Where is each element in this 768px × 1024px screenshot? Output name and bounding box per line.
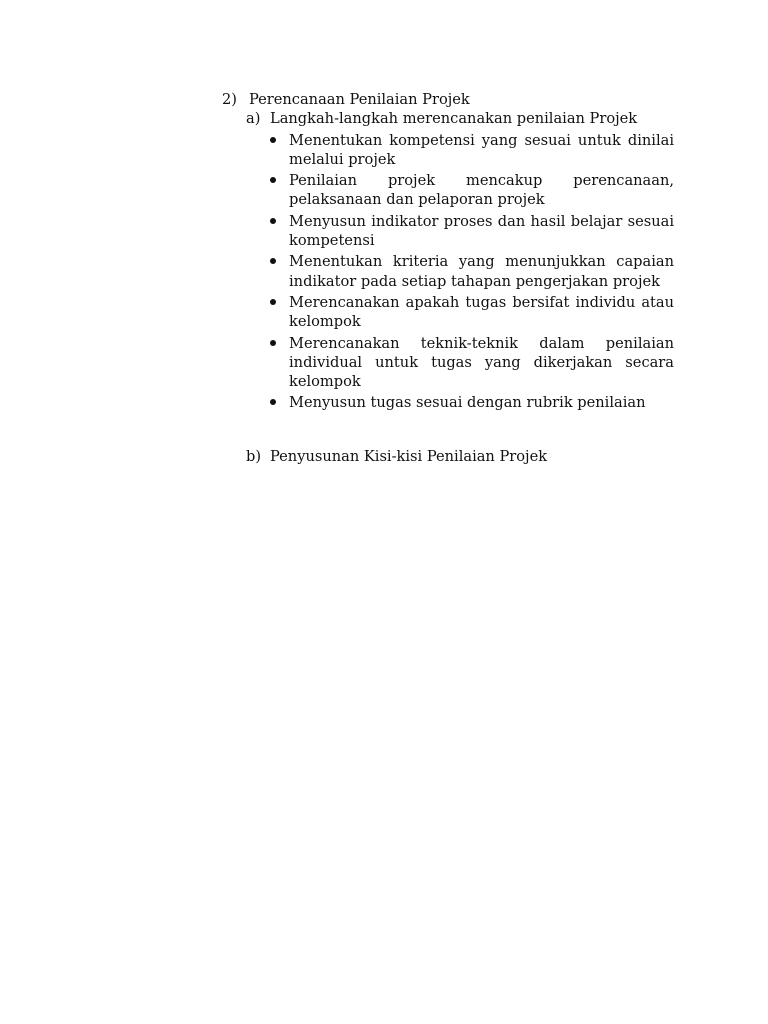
bullet-icon <box>270 258 276 264</box>
subsection-a-marker: a) <box>246 110 261 128</box>
section-heading <box>222 90 674 109</box>
subsection-a-title: Langkah-langkah merencanakan penilaian Projek <box>270 110 638 128</box>
bullet-icon <box>270 299 276 305</box>
list-item <box>268 212 674 251</box>
list-item <box>268 252 674 291</box>
list-item <box>268 393 674 412</box>
list-item-text: Menyusun tugas sesuai dengan rubrik penilaian <box>289 394 646 412</box>
subsection-b-title: Penyusunan Kisi-kisi Penilaian Projek <box>270 447 548 465</box>
list-item <box>268 131 674 170</box>
list-item <box>268 293 674 332</box>
list-item-text: Penilaian projek mencakup perencanaan, pelaksanaan dan pelaporan projek <box>289 172 674 209</box>
list-item <box>268 171 674 210</box>
section-number: 2) <box>222 91 237 108</box>
subsection-a-heading <box>246 109 674 128</box>
bullet-icon <box>270 177 276 183</box>
steps-list <box>268 131 674 413</box>
subsection-b-heading <box>246 447 674 466</box>
bullet-icon <box>270 218 276 224</box>
list-item-text: Menentukan kompetensi yang sesuai untuk dinilai melalui projek <box>289 131 674 168</box>
list-item <box>268 334 674 392</box>
bullet-icon <box>270 340 276 346</box>
bullet-icon <box>270 399 276 405</box>
bullet-icon <box>270 137 276 143</box>
section-title: Perencanaan Penilaian Projek <box>249 91 470 108</box>
list-item-text: Menyusun indikator proses dan hasil belajar sesuai kompetensi <box>289 212 674 250</box>
document-body <box>222 90 674 466</box>
list-item-text: Menentukan kriteria yang menunjukkan capaian indikator pada setiap tahapan pengerjakan projek <box>289 253 674 290</box>
subsection-b-marker: b) <box>246 447 262 465</box>
list-item-text: Merencanakan apakah tugas bersifat individu atau kelompok <box>289 293 674 331</box>
list-item-text: Merencanakan teknik-teknik dalam penilaian individual untuk tugas yang dikerjakan secara kelompok <box>289 334 674 391</box>
